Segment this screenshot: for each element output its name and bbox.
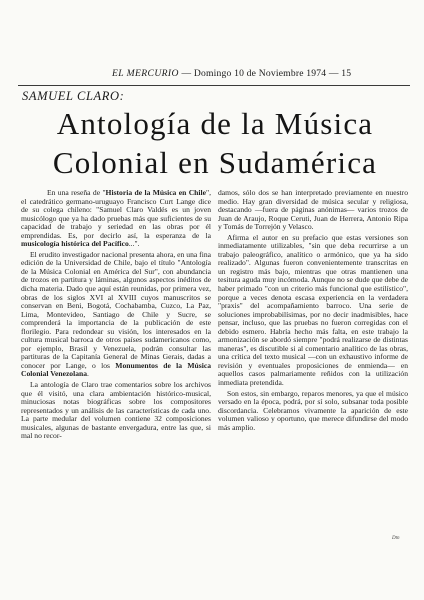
newspaper-name: EL MERCURIO bbox=[112, 68, 179, 79]
paragraph: La antología de Claro trae comentarios sobre los archivos que él visitó, una clara ambientación histórico-musical, minuciosas notas biográficas sobre los compositores representados y un análisis de las características de cada uno. La parte medular del volumen contiene 32 composiciones musicales, algunas de bastante envergadura, entre las que, si mal no recor- bbox=[21, 380, 211, 441]
text-run: En una reseña de " bbox=[47, 188, 106, 197]
headline-line-1: Antología de la Música bbox=[56, 106, 374, 141]
article-column-right bbox=[218, 189, 408, 432]
issue-date: — Domingo 10 de Noviembre 1974 — bbox=[181, 68, 339, 79]
page-number: 15 bbox=[341, 68, 352, 79]
signature-mark: Dtn bbox=[392, 536, 400, 541]
masthead bbox=[112, 68, 408, 79]
text-run: ", con abundancia de trozos en partitura y láminas, algunos aspectos inéditos de dicha materia. Dado que aquí están reunidas, por primera vez, obras de los siglos XVI al XVIII cuyos manuscritos se conservan en Beni, Bogotá, Cochabamba, Cuzco, La Paz, Lima, Montevideo, Santiago de Chile y Sucre, se comprenderá la importancia de la publicación de este florilegio. Para redondear su visión, los interesados en la cultura musical barroca de otros países sudamericanos como, por ejemplo, Brasil y Venezuela, podrán consultar las partituras de la Capitanía General de Minas Gerais, dadas a conocer por Lange, o los bbox=[21, 266, 211, 370]
text-run: Afirma el autor en su prefacio que estas versiones son inmediatamente utilizables, "sin que deba recurrirse a un trabajo paleográfico, analítico o armónico, que ya ha sido realizado". Algunas fueron convenientemente transcritas en un registro más bajo, mientras que otras mantienen una tesitura aguda muy incómoda. Aunque no se dude que debe de haber primado " bbox=[218, 232, 408, 294]
text-run: . bbox=[87, 369, 89, 379]
paragraph bbox=[218, 234, 408, 388]
paragraph: damos, sólo dos se han interpretado previamente en nuestro medio. Hay gran diversidad de música secular y religiosa, destacando —fuera de páginas anónimas— varios trozos de Juan de Araujo, Roque Ceruti, Juan de Herrera, Antonio Ripa y Tomás de Torrejón y Velasco. bbox=[218, 188, 408, 232]
quote: podrá realizarse de distintas maneras bbox=[218, 335, 408, 353]
article-column-left bbox=[21, 189, 211, 441]
emphasis: musicología histórica del Pacífico bbox=[21, 239, 129, 249]
quote: con un criterio más funcional que estilístico bbox=[267, 284, 403, 294]
masthead-rule bbox=[18, 85, 410, 86]
text-run: ", el catedrático germano-uruguayo Francisco Curt Lange dice de su colega chileno: "Samuel Claro Valdés es un joven musicólogo que ya ha dado pruebas más que suficientes de su capacidad de trabajo y seriedad en las obras por él emprendidas. Es, por decirlo así, la esperanza de la bbox=[21, 188, 211, 240]
byline: SAMUEL CLARO: bbox=[22, 89, 125, 103]
paragraph: Son estos, sin embargo, reparos menores, ya que el músico versado en la época, podrá, por sí solo, subsanar toda posible discordancia. Celebramos vivamente la aparición de este volumen valioso y oportuno, que merece difundirse del modo más amplio. bbox=[218, 388, 408, 432]
paragraph bbox=[21, 251, 211, 379]
book-title: Antología de la Música Colonial en América del Sur bbox=[21, 258, 211, 276]
text-run: El erudito investigador nacional presenta ahora, en una fina edición de la Universidad de Chile, bajo el título " bbox=[21, 249, 211, 268]
text-run: ", porque a veces denota escasa experiencia en la verdadera "praxis" del acompañamiento barroco. Una serie de soluciones improbabilísimas, por no decir inadmisibles, hace pensar, incluso, que las pruebas no fueron corregidas con el debido esmero. Habría hecho más falta, en este trabajo la armonización se abordó siempre " bbox=[218, 284, 408, 345]
text-run: ", es discutible si al comentario analítico de las obras, una crítica del texto musical —con un exhaustivo informe de revisión y eventuales proposiciones de enmienda— en aquellos casos palmariamente reñidos con la utilización inmediata pretendida. bbox=[218, 343, 408, 388]
paragraph bbox=[21, 189, 211, 249]
book-title: Monumentos de la Música Colonial Venezolana bbox=[21, 360, 211, 379]
text-run: ...". bbox=[128, 239, 140, 249]
book-title: Historia de la Música en Chile bbox=[105, 188, 206, 197]
headline-line-2: Colonial en Sudamérica bbox=[52, 145, 378, 180]
